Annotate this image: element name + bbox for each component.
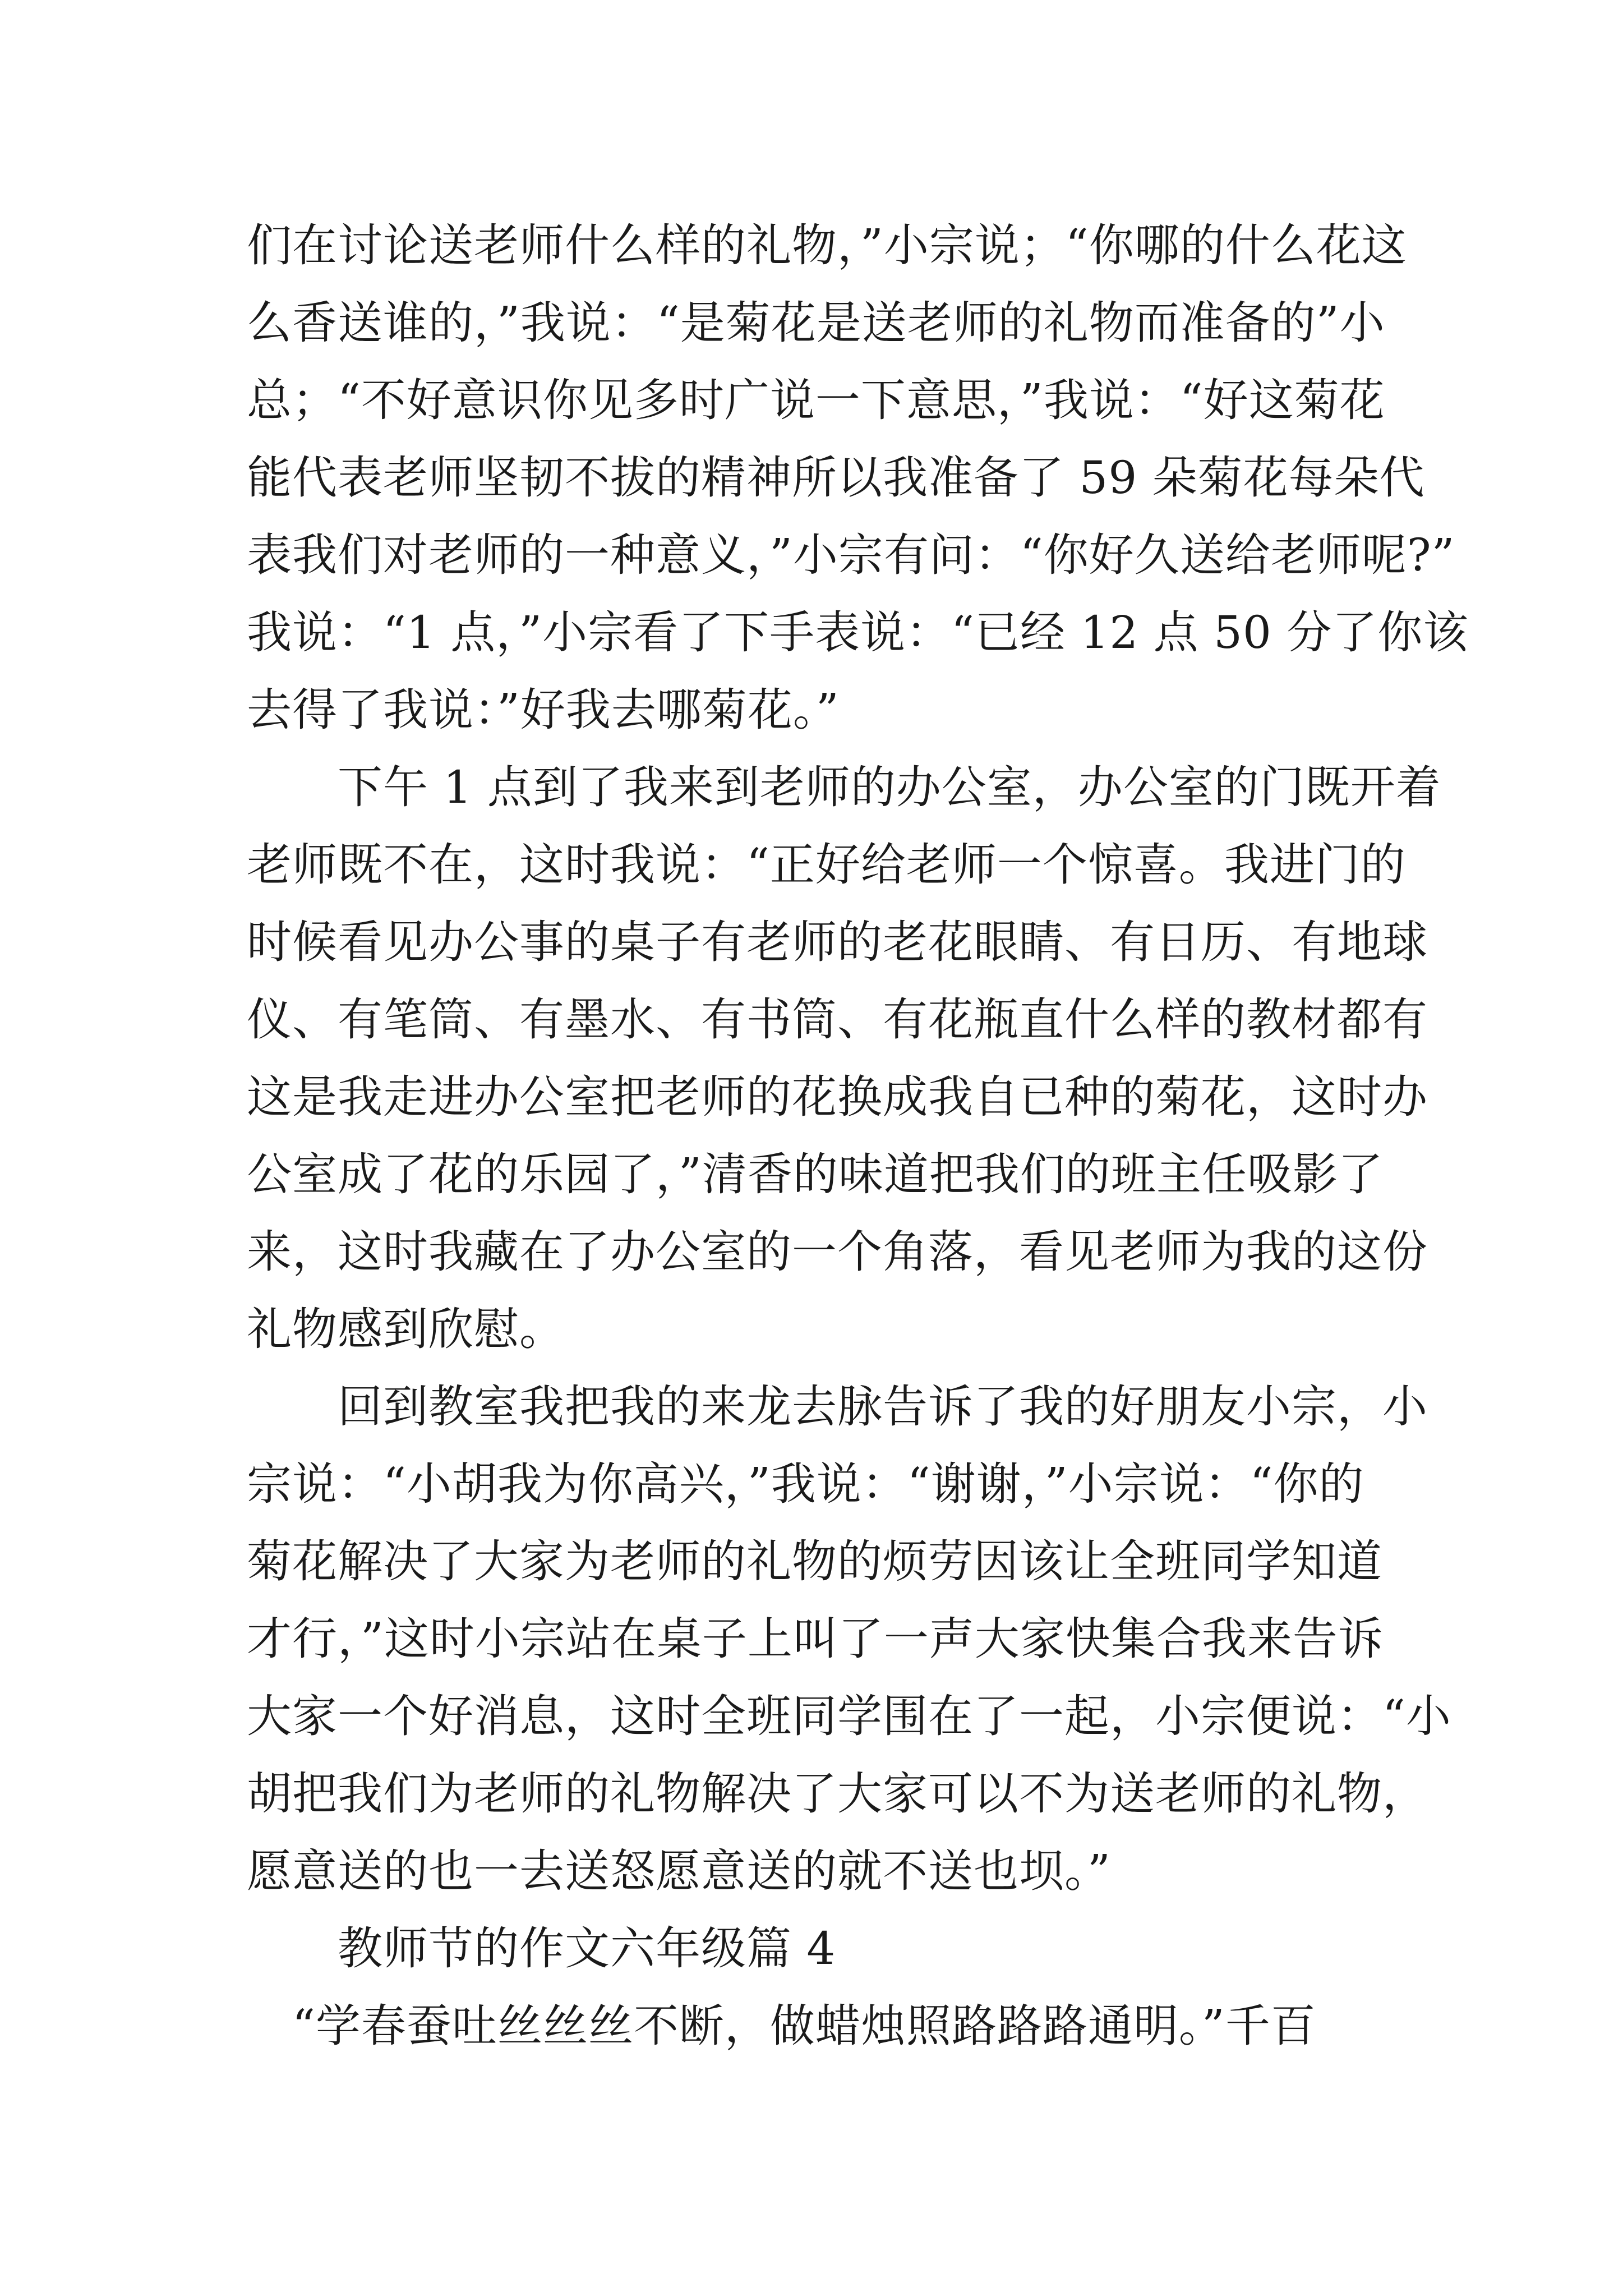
text-line: 愿意送的也一去送怒愿意送的就不送也坝。” bbox=[247, 1845, 1111, 1897]
text-line: 菊花解决了大家为老师的礼物的烦劳因该让全班同学知道 bbox=[247, 1535, 1382, 1588]
text-line: 礼物感到欣慰。 bbox=[247, 1303, 565, 1355]
text-line: 时候看见办公事的桌子有老师的老花眼睛、有日历、有地球 bbox=[247, 916, 1428, 968]
text-line: 宗说：“小胡我为你高兴，”我说：“谢谢，”小宗说：“你的 bbox=[247, 1458, 1364, 1510]
text-line: 才行，”这时小宗站在桌子上叫了一声大家快集合我来告诉 bbox=[247, 1613, 1384, 1665]
text-line: 们在讨论送老师什么样的礼物，”小宗说；“你哪的什么花这 bbox=[247, 219, 1407, 272]
text-line: 去得了我说：”好我去哪菊花。” bbox=[247, 684, 840, 736]
text-line: 老师既不在，这时我说：“正好给老师一个惊喜。我进门的 bbox=[247, 839, 1406, 891]
text-line: 大家一个好消息，这时全班同学围在了一起，小宗便说：“小 bbox=[247, 1690, 1451, 1742]
text-line: 我说：“1 点，”小宗看了下手表说：“已经 12 点 50 分了你该 bbox=[247, 606, 1469, 659]
text-line: 仪、有笔筒、有墨水、有书筒、有花瓶直什么样的教材都有 bbox=[247, 993, 1428, 1046]
text-line: 能代表老师坚韧不拔的精神所以我准备了 59 朵菊花每朵代 bbox=[247, 452, 1425, 504]
text-line: 总；“不好意识你见多时广说一下意思，”我说：“好这菊花 bbox=[247, 374, 1385, 426]
text-line: 公室成了花的乐园了，”清香的味道把我们的班主任吸影了 bbox=[247, 1148, 1384, 1200]
section-heading: 教师节的作文六年级篇 4 bbox=[247, 1922, 836, 1975]
text-line: 下午 1 点到了我来到老师的办公室，办公室的门既开着 bbox=[247, 761, 1441, 813]
text-line: 胡把我们为老师的礼物解决了大家可以不为送老师的礼物， bbox=[247, 1768, 1428, 1820]
text-line: 这是我走进办公室把老师的花换成我自已种的菊花，这时办 bbox=[247, 1071, 1428, 1123]
text-line: 回到教室我把我的来龙去脉告诉了我的好朋友小宗，小 bbox=[247, 1381, 1428, 1433]
text-line: 来，这时我藏在了办公室的一个角落，看见老师为我的这份 bbox=[247, 1226, 1428, 1278]
text-line: 表我们对老师的一种意义，”小宗有问：“你好久送给老师呢?” bbox=[247, 529, 1455, 581]
text-line: “学春蚕吐丝丝丝不断，做蜡烛照路路路通明。”千百 bbox=[247, 2000, 1316, 2052]
text-line: 么香送谁的，”我说：“是菊花是送老师的礼物而准备的”小 bbox=[247, 297, 1385, 349]
